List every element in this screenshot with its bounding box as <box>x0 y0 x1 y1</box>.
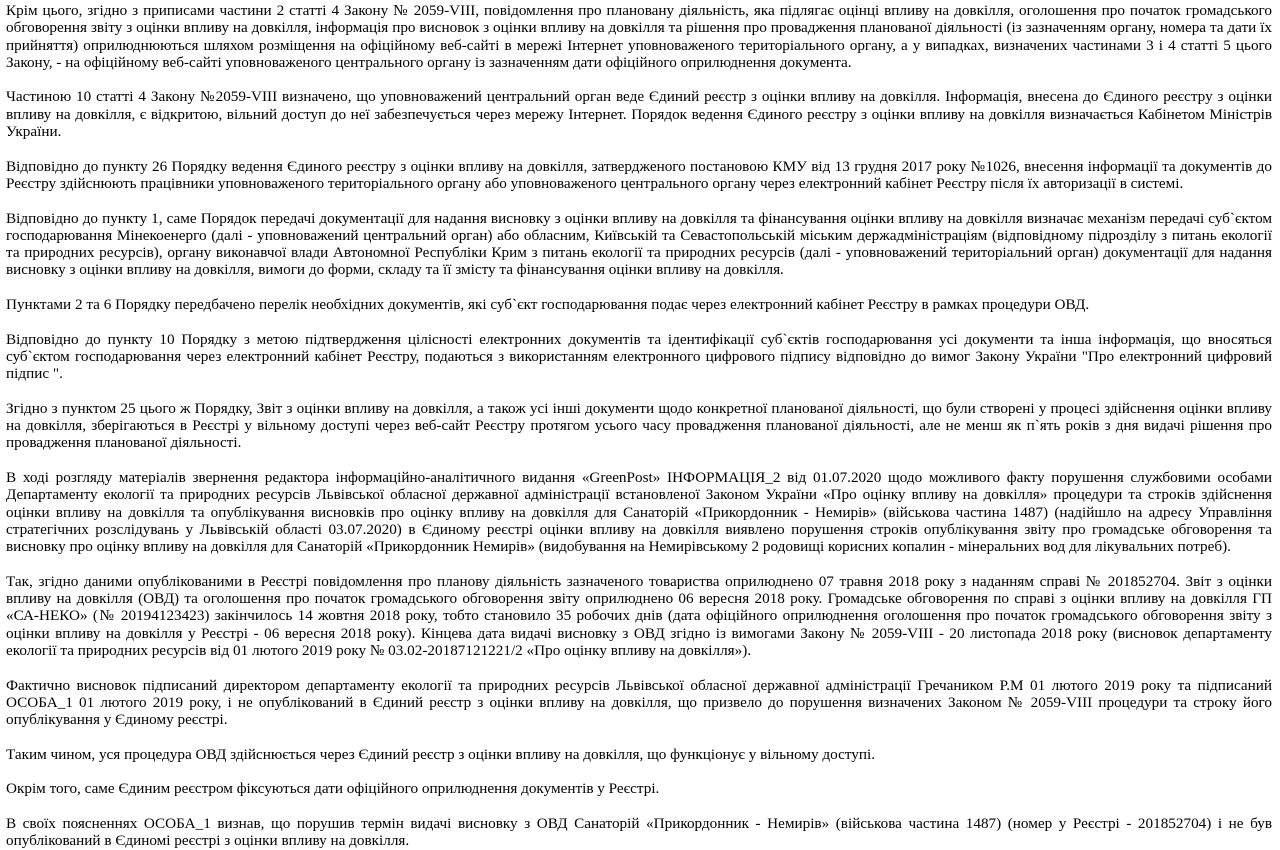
paragraph-10: Фактично висновок підписаний директором департаменту екології та природних ресурсів Львівської обласної державної адміністрації Гречаником Р.М 01 лютого 2019 року та підписаний ОСОБА_1 01 лютого 2019 року, і не опублікований в Єдиний реєстр з оцінки впливу на довкілля, що призвело до порушення визначених Законом № 2059-VIII процедури та строку його опублікування у Єдиному реєстрі. <box>6 676 1272 729</box>
paragraph-9: Так, згідно даними опублікованими в Реєстрі повідомлення про планову діяльність зазначеного товариства оприлюднено 07 травня 2018 року з наданням справі № 201852704. Звіт з оцінки впливу на довкілля (ОВД) та оголошення про початок громадського обговорення звіту оприлюднено 06 вересня 2018 року. Громадське обговорення по справі з оцінки впливу на довкілля ГП «СА-НЕКО» (№ 20194123423) закінчилось 14 жовтня 2018 року, тобто становило 35 робочих днів (дата офіційного оприлюднення оголошення про початок громадського обговорення звіту з оцінки впливу на довкілля у Реєстрі - 06 вересня 2018 року). Кінцева дата видачі висновку з ОВД згідно із вимогами Закону № 2059-VIII - 20 листопада 2018 року (висновок департаменту екології та природних ресурсів від 01 лютого 2019 року № 03.02-20187121221/2 «Про оцінку впливу на довкілля»). <box>6 572 1272 659</box>
paragraph-13: В своїх поясненнях ОСОБА_1 визнав, що порушив термін видачі висновку з ОВД Санаторій «Прикордонник - Немирів» (військова частина 1487) (номер у Реєстрі - 201852704) і не був опублікований в Єдиномі реєстрі з оцінки впливу на довкілля. <box>6 814 1272 850</box>
paragraph-12: Окрім того, саме Єдиним реєстром фіксуються дати офіційного оприлюднення документів у Реєстрі. <box>6 780 660 798</box>
paragraph-1: Крім цього, згідно з приписами частини 2 статті 4 Закону № 2059-VIII, повідомлення про плановану діяльність, яка підлягає оцінці впливу на довкілля, оголошення про початок громадського обговорення звіту з оцінки впливу на довкілля, інформація про висновок з оцінки впливу на довкілля та рішення про провадження планованої діяльності (із зазначенням органу, номера та дати їх прийняття) оприлюднюються шляхом розміщення на офіційному веб-сайті в мережі Інтернет уповноваженого територіального органу, а у випадках, визначених частинами 3 і 4 статті 5 цього Закону, - на офіційному веб-сайті уповноваженого центрального органу із зазначенням дати офіційного оприлюднення документа. <box>6 2 1272 71</box>
paragraph-7: Згідно з пунктом 25 цього ж Порядку, Звіт з оцінки впливу на довкілля, а також усі інші документи щодо конкретної планованої діяльності, що були створені у процесі здійснення оцінки впливу на довкілля, зберігаються в Реєстрі у вільному доступі через веб-сайт Реєстру протягом усього часу провадження планованої діяльності, але не менш як п`ять років з дня видачі рішення про провадження планованої діяльності. <box>6 399 1272 452</box>
paragraph-11: Таким чином, уся процедура ОВД здійснюється через Єдиний реєстр з оцінки впливу на довкілля, що функціонує у вільному доступі. <box>6 745 876 763</box>
paragraph-5: Пунктами 2 та 6 Порядку передбачено перелік необхідних документів, які суб`єкт господарювання подає через електронний кабінет Реєстру в рамках процедури ОВД. <box>6 296 1090 314</box>
paragraph-8: В ході розгляду матеріалів звернення редактора інформаційно-аналітичного видання «GreenPost» ІНФОРМАЦІЯ_2 від 01.07.2020 щодо можливого факту порушення службовими особами Департаменту екології та природних ресурсів Львівської обласної державної адміністрації встановленої Законом України «Про оцінку впливу на довкілля» процедури та строків здійснення оцінки впливу на довкілля та опублікування висновків про оцінку впливу на довкілля для Санаторій «Прикордонник - Немирів» (військова частина 1487) (надійшло на адресу Управління стратегічних розслідувань у Львівській області 03.07.2020) в Єдиному реєстрі оцінки впливу на довкілля виявлено порушення строків опублікування звіту про громадське обговорення та висновку про оцінку впливу на довкілля для Санаторій «Прикордонник Немирів» (видобування на Немирівському 2 родовищі корисних копалин - мінеральних вод для лікувальних потреб). <box>6 469 1272 556</box>
paragraph-2: Частиною 10 статті 4 Закону №2059-VIII визначено, що уповноважений центральний орган веде Єдиний реєстр з оцінки впливу на довкілля. Інформація, внесена до Єдиного реєстру з оцінки впливу на довкілля, є відкритою, вільний доступ до неї забезпечується через мережу Інтернет. Порядок ведення Єдиного реєстру з оцінки впливу на довкілля визначається Кабінетом Міністрів України. <box>6 88 1272 141</box>
paragraph-4: Відповідно до пункту 1, саме Порядок передачі документації для надання висновку з оцінки впливу на довкілля та фінансування оцінки впливу на довкілля визначає механізм передачі суб`єктом господарювання Мінекоенерго (далі - уповноважений центральний орган) або обласним, Київській та Севастопольській міським держадміністраціям (відповідному підрозділу з питань екології та природних ресурсів), органу виконавчої влади Автономної Республіки Крим з питань екології та природних ресурсів (далі - уповноважений територіальний орган) документації для надання висновку з оцінки впливу на довкілля, вимоги до форми, складу та її змісту та фінансування оцінки впливу на довкілля. <box>6 209 1272 279</box>
paragraph-3: Відповідно до пункту 26 Порядку ведення Єдиного реєстру з оцінки впливу на довкілля, затвердженого постановою КМУ від 13 грудня 2017 року №1026, внесення інформації та документів до Реєстру здійснюють працівники уповноваженого територіального органу або уповноваженого центрального органу через електронний кабінет Реєстру після їх авторизації в системі. <box>6 157 1272 192</box>
paragraph-6: Відповідно до пункту 10 Порядку з метою підтвердження цілісності електронних документів та ідентифікації суб`єктів господарювання усі документи та інша інформація, що вносяться суб`єктом господарювання через електронний кабінет Реєстру, подаються з використанням електронного цифрового підпису відповідно до вимог Закону України "Про електронний цифровий підпис ". <box>6 330 1272 383</box>
